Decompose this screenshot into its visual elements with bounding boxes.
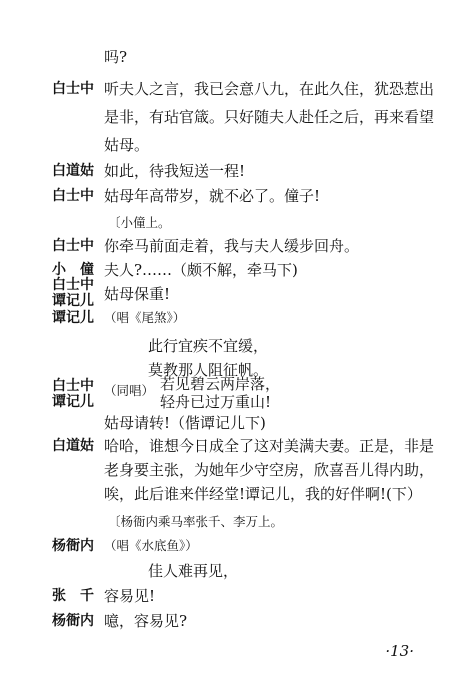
text-line: 你牵马前面走着，我与夫人缓步回舟。 bbox=[104, 237, 360, 255]
stage-direction: 〔杨衙内乘马率张千、李万上。 bbox=[108, 514, 284, 529]
speaker-label: 小 僮 bbox=[52, 262, 94, 278]
speaker-label: 杨衙内 bbox=[52, 613, 94, 629]
text-line: 姑母。 bbox=[104, 136, 150, 154]
verse-line: 若见碧云两岸落， bbox=[160, 375, 281, 393]
text-line: 夫人?……（颇不解，牵马下) bbox=[104, 261, 298, 279]
text-line: 吗? bbox=[104, 48, 128, 66]
text-line: 如此，待我短送一程! bbox=[104, 162, 246, 180]
text-line: 唉，此后谁来伴经堂!谭记儿，我的好伴啊!(下） bbox=[104, 485, 422, 503]
speaker-label: 白士中 谭记儿 bbox=[52, 277, 94, 309]
verse-line: 此行宜疾不宜缓， bbox=[148, 337, 269, 355]
speaker-label: 张 千 bbox=[52, 588, 94, 604]
text-line: 姑母年高带岁，就不必了。僮子! bbox=[104, 187, 321, 205]
page-number: ·13· bbox=[385, 642, 414, 660]
text-line: 姑母保重! bbox=[104, 285, 171, 303]
text-line: （唱《尾煞》） bbox=[104, 310, 186, 325]
speaker-label: 谭记儿 bbox=[52, 310, 94, 326]
text-line: 老身要主张，为她年少守空房，欣喜吾儿得内助， bbox=[104, 461, 435, 479]
text-line: 噫，容易见? bbox=[104, 612, 188, 630]
stage-direction: 〔小僮上。 bbox=[108, 215, 171, 230]
speaker-label: 白道姑 bbox=[52, 438, 94, 454]
verse-line: 佳人难再见， bbox=[148, 562, 239, 580]
speaker-label: 白士中 谭记儿 bbox=[52, 378, 94, 410]
text-line: 听夫人之言，我已会意八九，在此久住，犹恐惹出 bbox=[104, 80, 435, 98]
text-line: 哈哈，谁想今日成全了这对美满夫妻。正是，非是 bbox=[104, 437, 435, 455]
speaker-label: 白士中 bbox=[52, 188, 94, 204]
speaker-label: 白士中 bbox=[52, 238, 94, 254]
verse-line: 轻舟已过万重山! bbox=[160, 393, 272, 411]
speaker-label: 杨衙内 bbox=[52, 538, 94, 554]
text-line: 容易见! bbox=[104, 587, 156, 605]
text-line: （唱《水底鱼》） bbox=[104, 538, 198, 553]
text-line: （同唱） bbox=[104, 383, 155, 398]
speaker-label: 白士中 bbox=[52, 81, 94, 97]
speaker-label: 白道姑 bbox=[52, 163, 94, 179]
verse-line: 莫教那人阻征帆。 bbox=[148, 361, 269, 379]
text-line: 是非，有玷官箴。只好随夫人赴任之后，再来看望 bbox=[104, 108, 435, 126]
text-line: 姑母请转!（偕谭记儿下) bbox=[104, 414, 266, 432]
